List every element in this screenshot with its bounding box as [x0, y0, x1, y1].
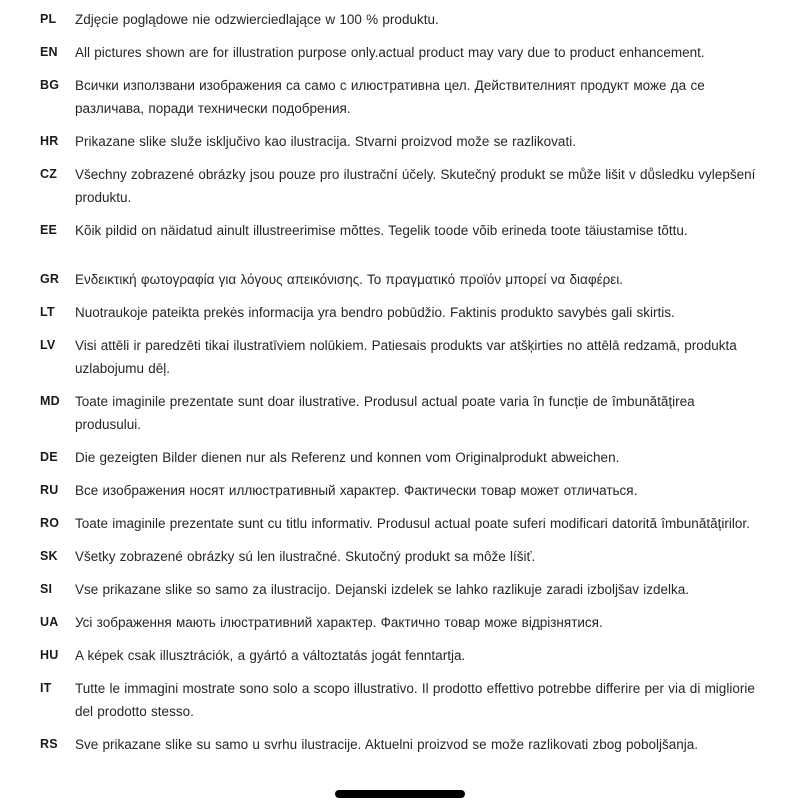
- language-code: RO: [40, 516, 60, 530]
- disclaimer-text: Prikazane slike služe isključivo kao ilustracija. Stvarni proizvod može se razlikovati.: [75, 134, 576, 149]
- language-code: PL: [40, 12, 57, 26]
- language-code: GR: [40, 272, 60, 286]
- disclaimer-text: Toate imaginile prezentate sunt doar ilustrative. Produsul actual poate varia în funcție de îmbunătățirea produsului.: [75, 394, 695, 432]
- language-code: SI: [40, 582, 53, 596]
- disclaimer-row: [40, 578, 762, 601]
- disclaimer-text: Toate imaginile prezentate sunt cu titlu informativ. Produsul actual poate suferi modificari datorită îmbunătățirilor.: [75, 516, 750, 531]
- language-code: LV: [40, 338, 56, 352]
- disclaimer-row: [40, 677, 762, 723]
- language-code: BG: [40, 78, 60, 92]
- disclaimer-row: [40, 8, 762, 31]
- disclaimer-text: Die gezeigten Bilder dienen nur als Referenz und konnen vom Originalprodukt abweichen.: [75, 450, 620, 465]
- language-code: MD: [40, 394, 60, 408]
- disclaimer-row: [40, 611, 762, 634]
- language-code: UA: [40, 615, 59, 629]
- home-indicator-bar: [335, 790, 465, 798]
- disclaimer-text: A képek csak illusztrációk, a gyártó a változtatás jogát fenntartja.: [75, 648, 466, 663]
- disclaimer-text: Sve prikazane slike su samo u svrhu ilustracije. Aktuelni proizvod se može razlikovati zbog poboljšanja.: [75, 737, 699, 752]
- disclaimer-row: [40, 733, 762, 756]
- disclaimer-row: [40, 268, 762, 291]
- disclaimer-text: Ενδεικτική φωτογραφία για λόγους απεικόνισης. Το πραγματικό προϊόν μπορεί να διαφέρει.: [75, 272, 624, 287]
- disclaimer-text: Všechny zobrazené obrázky jsou pouze pro ilustrační účely. Skutečný produkt se může lišit v důsledku vylepšení produktu.: [75, 167, 756, 205]
- disclaimer-row: [40, 545, 762, 568]
- disclaimer-text: Tutte le immagini mostrate sono solo a scopo illustrativo. Il prodotto effettivo potrebbe differire per via di migliorie del prodotto stesso.: [75, 681, 755, 719]
- disclaimer-row: [40, 301, 762, 324]
- disclaimer-text: Zdjęcie poglądowe nie odzwierciedlające w 100 % produktu.: [75, 12, 439, 27]
- language-code: IT: [40, 681, 52, 695]
- language-code: EE: [40, 223, 58, 237]
- disclaimer-row: [40, 74, 762, 120]
- disclaimer-row: [40, 163, 762, 209]
- disclaimer-row: [40, 446, 762, 469]
- language-code: EN: [40, 45, 58, 59]
- disclaimer-row: [40, 334, 762, 380]
- disclaimer-row: [40, 479, 762, 502]
- disclaimer-text: Kõik pildid on näidatud ainult illustreerimise mõttes. Tegelik toode võib erineda toote täiustamise tõttu.: [75, 223, 688, 238]
- disclaimer-text: Visi attēli ir paredzēti tikai ilustratīviem nolūkiem. Patiesais produkts var atšķirties no attēlā redzamā, produkta uzlabojumu dēļ.: [75, 338, 737, 376]
- language-code: RS: [40, 737, 58, 751]
- language-code: CZ: [40, 167, 58, 181]
- disclaimer-row: [40, 41, 762, 64]
- disclaimer-row: [40, 130, 762, 153]
- language-code: LT: [40, 305, 55, 319]
- disclaimer-text: Все изображения носят иллюстративный характер. Фактически товар может отличаться.: [75, 483, 638, 498]
- disclaimer-text: Всички използвани изображения са само с илюстративна цел. Действителният продукт може да се различава, поради технически подобрения.: [75, 78, 705, 116]
- language-code: RU: [40, 483, 59, 497]
- disclaimer-row: [40, 390, 762, 436]
- disclaimer-text: Všetky zobrazené obrázky sú len ilustračné. Skutočný produkt sa môže líšiť.: [75, 549, 536, 564]
- disclaimer-text: All pictures shown are for illustration purpose only.actual product may vary due to product enhancement.: [75, 45, 705, 60]
- language-code: HR: [40, 134, 59, 148]
- disclaimer-text: Усі зображення мають ілюстративний характер. Фактично товар може відрізнятися.: [75, 615, 603, 630]
- disclaimer-text: Vse prikazane slike so samo za ilustracijo. Dejanski izdelek se lahko razlikuje zaradi izboljšav izdelka.: [75, 582, 690, 597]
- disclaimer-list: [40, 8, 762, 766]
- disclaimer-text: Nuotraukoje pateikta prekės informacija yra bendro pobūdžio. Faktinis produkto savybės gali skirtis.: [75, 305, 675, 320]
- disclaimer-row: [40, 644, 762, 667]
- disclaimer-row: [40, 512, 762, 535]
- language-code: SK: [40, 549, 58, 563]
- disclaimer-row: [40, 219, 762, 242]
- language-code: DE: [40, 450, 58, 464]
- language-code: HU: [40, 648, 59, 662]
